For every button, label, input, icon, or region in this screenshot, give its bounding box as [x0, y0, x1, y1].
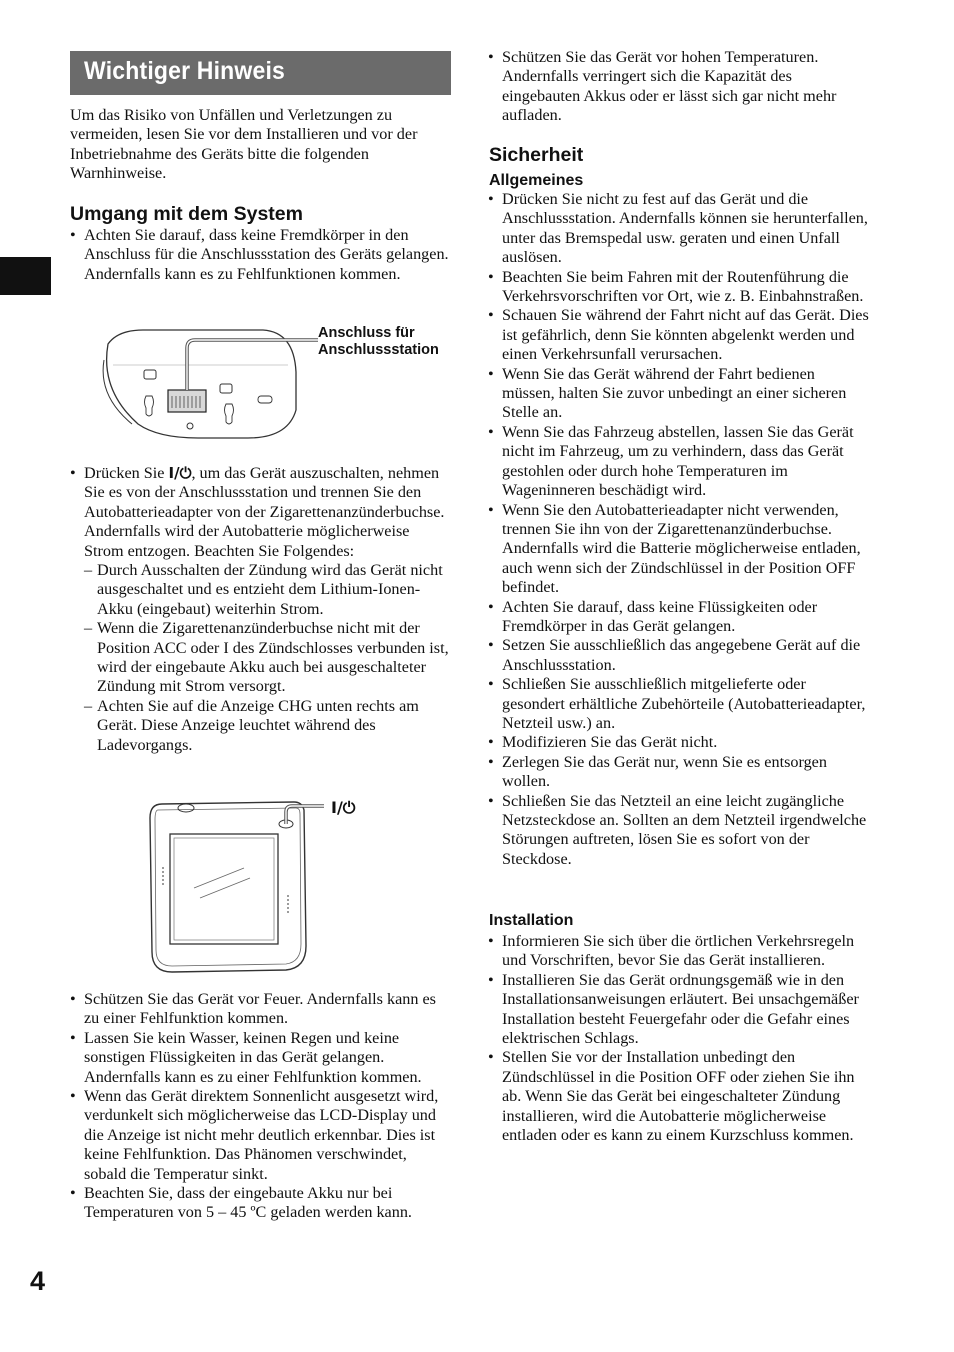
list-item: • Installieren Sie das Gerät ordnungsgemäß wie in den Installationsanweisungen erläutert. Bei unsachgemäßer Installation besteht Feuergefahr oder die Gefahr eines elektrischen Schlags.: [488, 971, 870, 1049]
device-front-illustration: [146, 796, 446, 978]
list-item: • Wenn das Gerät direktem Sonnenlicht ausgesetzt wird, verdunkelt sich möglicherweise das LCD-Display und die Anzeige ist nicht mehr deutlich erkennbar. Dies ist keine Fehlfunktion. Das Phänomen verschwindet, sobald die Temperatur sinkt.: [70, 1087, 452, 1184]
list-item: • Zerlegen Sie das Gerät nur, wenn Sie es entsorgen wollen.: [488, 753, 870, 792]
page-number: 4: [30, 1266, 46, 1296]
list-item: • Modifizieren Sie das Gerät nicht.: [488, 733, 870, 752]
installation-list: [488, 932, 870, 1145]
list-item: • Lassen Sie kein Wasser, keinen Regen und keine sonstigen Flüssigkeiten in das Gerät gelangen. Andernfalls kann es zu einer Fehlfunktion kommen.: [70, 1029, 452, 1087]
umgang-bullet-list-2: [70, 464, 452, 755]
umgang-bullet-list-3: [70, 990, 452, 1223]
bullet2-text-post: , um das Gerät auszuschalten, nehmen Sie es von der Anschlussstation und trennen Sie den Autobatterieadapter von der Zigarettenanzünderbuchse. Andernfalls wird der Autobatterie möglicherweise Strom entzogen. Beachten Sie Folgendes:: [84, 464, 445, 560]
list-item: • Schließen Sie das Netzteil an eine leicht zugängliche Netzsteckdose an. Sollten an dem Netzteil irgendwelche Störungen auftreten, lösen Sie es sofort von der Steckdose.: [488, 792, 870, 870]
list-item: • Achten Sie darauf, dass keine Flüssigkeiten oder Fremdkörper in das Gerät gelangen.: [488, 598, 870, 637]
list-item: • Schützen Sie das Gerät vor hohen Temperaturen. Andernfalls verringert sich die Kapazität des eingebauten Akkus oder er lässt sich gar nicht mehr aufladen.: [488, 48, 870, 126]
figure2-callout-power-icon: I/⏻: [331, 798, 356, 817]
list-item: • Beachten Sie beim Fahren mit der Routenführung die Verkehrsvorschriften vor Ort, wie z. B. Einbahnstraßen.: [488, 268, 870, 307]
umgang-bullet-list-4: [488, 48, 870, 126]
list-item: • Stellen Sie vor der Installation unbedingt den Zündschlüssel in die Position OFF oder ziehen Sie ihn ab. Wenn Sie das Gerät bei eingeschalteter Zündung installieren, wird die Autobatterie möglicherweise entladen oder es kann zu einem Kurzschluss kommen.: [488, 1048, 870, 1145]
power-symbol-icon: I/⏻: [168, 464, 192, 482]
list-item: • Drücken Sie nicht zu fest auf das Gerät und die Anschlussstation. Andernfalls können sie herunterfallen, unter das Bremspedal usw. geraten und einen Unfall auslösen.: [488, 190, 870, 268]
list-item: • Schauen Sie während der Fahrt nicht auf das Gerät. Dies ist gefährlich, denn Sie könnten abgelenkt werden und einen Verkehrsunfall verursachen.: [488, 306, 870, 364]
list-item: • Wenn Sie den Autobatterieadapter nicht verwenden, trennen Sie ihn von der Zigarettenanzünderbuchse. Andernfalls wird die Batterie möglicherweise entladen, auch wenn sich der Zündschlüssel in der Position OFF befindet.: [488, 501, 870, 598]
umgang-bullet-list-1: [70, 226, 452, 284]
list-item: • Beachten Sie, dass der eingebaute Akku nur bei Temperaturen von 5 – 45 ºC geladen werden kann.: [70, 1184, 452, 1223]
bullet2-text-pre: Drücken Sie: [84, 464, 169, 482]
list-item: • Wenn Sie das Gerät während der Fahrt bedienen müssen, halten Sie zuvor unbedingt an einer sicheren Stelle an.: [488, 365, 870, 423]
list-item: • Setzen Sie ausschließlich das angegebene Gerät auf die Anschlussstation.: [488, 636, 870, 675]
allgemeines-list: [488, 190, 870, 869]
figure1-callout: [318, 325, 439, 359]
list-item: • Wenn Sie das Fahrzeug abstellen, lassen Sie das Gerät nicht im Fahrzeug, um zu verhindern, dass das Gerät gestohlen oder durch hohe Temperaturen im Wageninneren beschädigt wird.: [488, 423, 870, 501]
intro-paragraph: Um das Risiko von Unfällen und Verletzungen zu vermeiden, lesen Sie vor dem Installieren und vor der Inbetriebnahme des Geräts bitte die folgenden Warnhinweise.: [70, 106, 418, 183]
callout-line-2: Anschlussstation: [318, 342, 439, 358]
list-item: • Schließen Sie ausschließlich mitgelieferte oder gesondert erhältliche Zubehörteile (Autobatterieadapter, Netzteil usw.) an.: [488, 675, 870, 733]
figure-device-front: [146, 796, 446, 978]
section-heading-umgang: Umgang mit dem System: [70, 203, 303, 225]
list-item-power: [70, 464, 452, 755]
list-item: • Achten Sie darauf, dass keine Fremdkörper in den Anschluss für die Anschlussstation des Geräts gelangen. Andernfalls kann es zu Fehlfunktionen kommen.: [70, 226, 452, 284]
list-item: • Schützen Sie das Gerät vor Feuer. Andernfalls kann es zu einer Fehlfunktion kommen.: [70, 990, 452, 1029]
page-title: Wichtiger Hinweis: [84, 57, 286, 85]
side-tab-marker: [0, 257, 51, 295]
dash-item: – Achten Sie auf die Anzeige CHG unten rechts am Gerät. Diese Anzeige leuchtet während des Ladevorgangs.: [84, 697, 452, 755]
callout-line-1: Anschluss für: [318, 325, 415, 341]
dash-item: – Wenn die Zigarettenanzünderbuchse nicht mit der Position ACC oder I des Zündschlosses verbunden ist, wird der eingebaute Akku auch bei ausgeschalteter Zündung mit Strom versorgt.: [84, 619, 452, 697]
section-heading-sicherheit: Sicherheit: [489, 144, 584, 166]
dash-list: [84, 561, 452, 755]
dash-item: – Durch Ausschalten der Zündung wird das Gerät nicht ausgeschaltet und es entzieht dem Lithium-Ionen-Akku (eingebaut) weiterhin Strom.: [84, 561, 452, 619]
subheading-allgemeines: Allgemeines: [489, 172, 584, 189]
title-bar: [70, 51, 451, 95]
subheading-installation: Installation: [489, 912, 574, 929]
list-item: • Informieren Sie sich über die örtlichen Verkehrsregeln und Vorschriften, bevor Sie das Gerät installieren.: [488, 932, 870, 971]
